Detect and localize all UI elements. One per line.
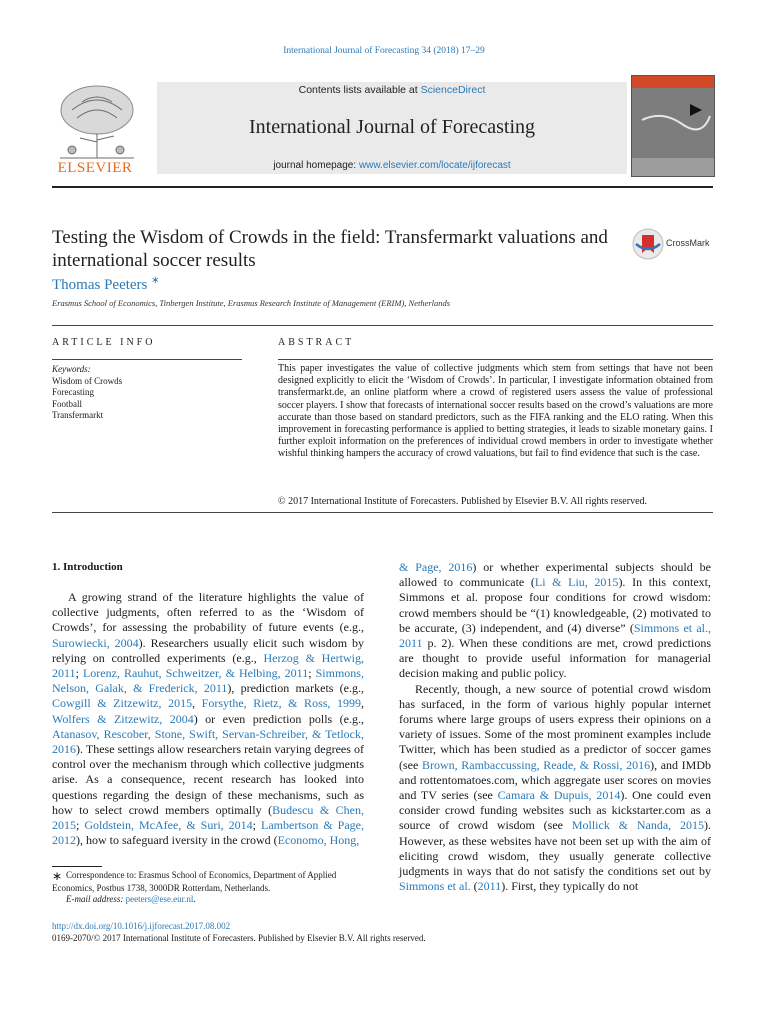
journal-cover-image[interactable] (631, 75, 715, 177)
body-text: ; (308, 666, 316, 681)
citation-link[interactable]: Simmons et al., 2011 (399, 620, 711, 651)
citation-link[interactable]: Forsythe, Rietz, & Ross, 1999 (201, 696, 361, 711)
journal-citation-link[interactable]: International Journal of Forecasting 34 (2018) 17–29 (283, 46, 485, 56)
article-info-rule (52, 359, 242, 360)
crossmark-badge[interactable] (632, 228, 722, 260)
body-text: ), how to safeguard iversity in the crowd ( (76, 833, 278, 848)
crossmark-label: CrossMark (666, 238, 710, 248)
citation-link[interactable]: Atanasov, Rescober, Stone, Swift, Servan-Schreiber, & Tetlock, 2016 (52, 726, 364, 757)
keywords-block (52, 364, 242, 422)
citation-link[interactable]: Lorenz, Rauhut, Schweitzer, & Helbing, 2011 (82, 666, 309, 681)
body-text: ). However, as these websites have not been set up with the aim of eliciting crowd wisdom, they usually generate collective judgments in ways that do not satisfy the conditions set out by (399, 818, 711, 879)
body-text: ; (252, 818, 262, 833)
body-text: ; (75, 666, 83, 681)
info-top-rule (52, 325, 713, 326)
citation-link[interactable]: Camara & Dupuis, 2014 (497, 788, 621, 803)
doi-link[interactable]: http://dx.doi.org/10.1016/j.ijforecast.2017.08.002 (52, 921, 231, 931)
author-affiliation: Erasmus School of Economics, Tinbergen Institute, Erasmus Research Institute of Management (ERIM), Netherlands (52, 298, 451, 308)
citation-link[interactable]: Cowgill & Zitzewitz, 2015 (52, 696, 193, 711)
keyword-item: Forecasting (52, 387, 94, 397)
publisher-logo-text: ELSEVIER (57, 160, 133, 176)
citation-link[interactable]: Goldstein, McAfee, & Suri, 2014 (84, 818, 253, 833)
citation-link[interactable]: Simmons, Nelson, Galak, & Frederick, 2011 (52, 666, 364, 696)
elsevier-tree-logo[interactable] (52, 80, 142, 178)
issn-line: 0169-2070/© 2017 International Institute of Forecasters. Published by Elsevier B.V. All rights reserved. (52, 932, 426, 943)
journal-header (52, 80, 713, 184)
citation-link[interactable]: Li & Liu, 2015 (534, 575, 619, 590)
article-title: Testing the Wisdom of Crowds in the field: Transfermarkt valuations and international soccer results (52, 227, 608, 271)
body-text: ). These settings allow researchers retain varying degrees of control over the mechanism through which collective judgments arise. As a consequence, recent research has looked into questions regarding the design of these mechanisms, such as how to select crowd members optimally ( (52, 742, 364, 817)
abstract-text: This paper investigates the value of collective judgments which stem from settings that have not been designed explicitly to elicit the ‘Wisdom of Crowds’. In particular, I investigate information obtained from transfermarkt.de, an online platform where a crowd of registered users assess the value of professional soccer players. I show that forecasts of international soccer results based on the crowd’s valuations are more accurate than those based on standard predictors, such as the FIFA ranking and the ELO rating. When this improvement in forecasting performance is applied to betting strategies, it leads to sizable monetary gains. I further exploit information on the preferences of individual crowd members in order to investigate whether wishful thinking hampers the accuracy of crowd valuations, but fail to find evidence that such is the case. (278, 363, 713, 460)
author-email-link[interactable]: peeters@ese.eur.nl (125, 894, 194, 904)
body-paragraph (52, 590, 364, 848)
abstract-rule (278, 359, 713, 360)
keyword-item: Football (52, 398, 83, 409)
body-text: Recently, though, a new source of potential crowd wisdom has surfaced, in the form of various highly popular internet forums where large groups of users express their opinions on a variety of issues. Some of the most prominent examples include Twitter, which has been studied as a predictor of soccer games (see (399, 681, 711, 772)
keywords-label: Keywords: (52, 364, 91, 374)
citation-link[interactable]: Budescu & Chen, 2015 (52, 802, 364, 833)
homepage-line (157, 160, 627, 171)
body-paragraph (399, 560, 711, 682)
citation-link[interactable]: Simmons et al. (399, 879, 471, 894)
footnote-email-line (52, 894, 364, 906)
body-text: ; (76, 818, 85, 833)
email-suffix: . (193, 894, 196, 904)
section-heading-introduction: 1. Introduction (52, 561, 123, 573)
header-rule (52, 186, 713, 188)
author-text: Thomas Peeters (52, 277, 148, 293)
journal-info-panel (157, 82, 627, 174)
body-text: ), and IMDb and rottentomatoes.com, which aggregate user scores on movies and TV series (see (399, 757, 711, 803)
body-text: ). In this context, Simmons et al. propose four conditions for crowd wisdom: crowd members should be “(1) knowledgeable, (2) motivated to be accurate, (3) independent, and (4) diverse” ( (399, 575, 711, 635)
body-column-right (399, 560, 711, 894)
citation-link[interactable]: Surowiecki, 2004 (52, 635, 139, 650)
footnote-text: Correspondence to: Erasmus School of Economics, Department of Applied Economics, Postbus 1738, 3000DR Rotterdam, Netherlands. (52, 870, 337, 893)
citation-link[interactable]: Lambertson & Page, 2012 (52, 818, 364, 848)
citation-link[interactable]: 2011 (477, 879, 502, 894)
body-paragraph (399, 682, 711, 895)
citation-link[interactable]: & Page, 2016 (399, 560, 473, 574)
footnote-mark: ∗ (52, 869, 63, 883)
contents-prefix: Contents lists available at (298, 84, 421, 96)
page-footer (52, 921, 426, 944)
author-footnote-mark[interactable]: ∗ (151, 275, 160, 286)
citation-link[interactable]: Economo, Hong, (277, 833, 360, 848)
author-name[interactable] (52, 275, 160, 294)
sciencedirect-link[interactable]: ScienceDirect (420, 84, 486, 96)
keyword-item: Transfermarkt (52, 410, 104, 420)
body-text: , (361, 696, 364, 711)
body-text: ), prediction markets (e.g., (227, 681, 364, 696)
homepage-prefix: journal homepage: (273, 160, 359, 171)
footnote-rule (52, 866, 102, 867)
article-info-heading: ARTICLE INFO (52, 337, 156, 348)
citation-link[interactable]: Mollick & Nanda, 2015 (571, 818, 704, 833)
body-text: ). One could even consider crowd funding websites such as kickstarter.com as a source of crowd wisdom (see (399, 788, 711, 833)
citation-link[interactable]: Wolfers & Zitzewitz, 2004 (52, 711, 194, 726)
keyword-item: Wisdom of Crowds (52, 375, 123, 386)
body-column-left (52, 590, 364, 848)
journal-name: International Journal of Forecasting (248, 116, 536, 138)
cover-stripe (632, 76, 714, 88)
body-text: ( (470, 879, 478, 894)
abstract-bottom-rule (52, 512, 713, 513)
email-label: E-mail address: (66, 894, 126, 904)
body-text: p. 2). When these conditions are met, crowd predictions are thought to provide useful information for managerial decision making and public policy. (399, 636, 711, 681)
body-text: A growing strand of the literature highlights the value of collective judgments, often referred to as the ‘Wisdom of Crowds’, for assessing the probability of future events (e.g., (52, 590, 364, 635)
body-text: ) or even prediction polls (e.g., (193, 711, 364, 726)
cover-footer (632, 158, 714, 176)
citation-link[interactable]: Brown, Rambaccussing, Reade, & Rossi, 2016 (421, 757, 651, 772)
journal-homepage-link[interactable]: www.elsevier.com/locate/ijforecast (358, 160, 511, 171)
abstract-copyright: © 2017 International Institute of Forecasters. Published by Elsevier B.V. All rights reserved. (278, 496, 648, 507)
body-text: ). First, they typically do not (501, 879, 639, 894)
body-text: ). Researchers usually elicit such wisdom by relying on controlled experiments (e.g., (52, 635, 364, 665)
body-text: , (192, 696, 202, 711)
contents-line (157, 84, 627, 96)
body-text: ) or whether experimental subjects should be allowed to communicate ( (399, 560, 711, 590)
abstract-heading: ABSTRACT (278, 337, 355, 348)
correspondence-footnote (52, 870, 364, 906)
citation-link[interactable]: Herzog & Hertwig, 2011 (52, 650, 364, 681)
footnote-line (52, 870, 364, 894)
